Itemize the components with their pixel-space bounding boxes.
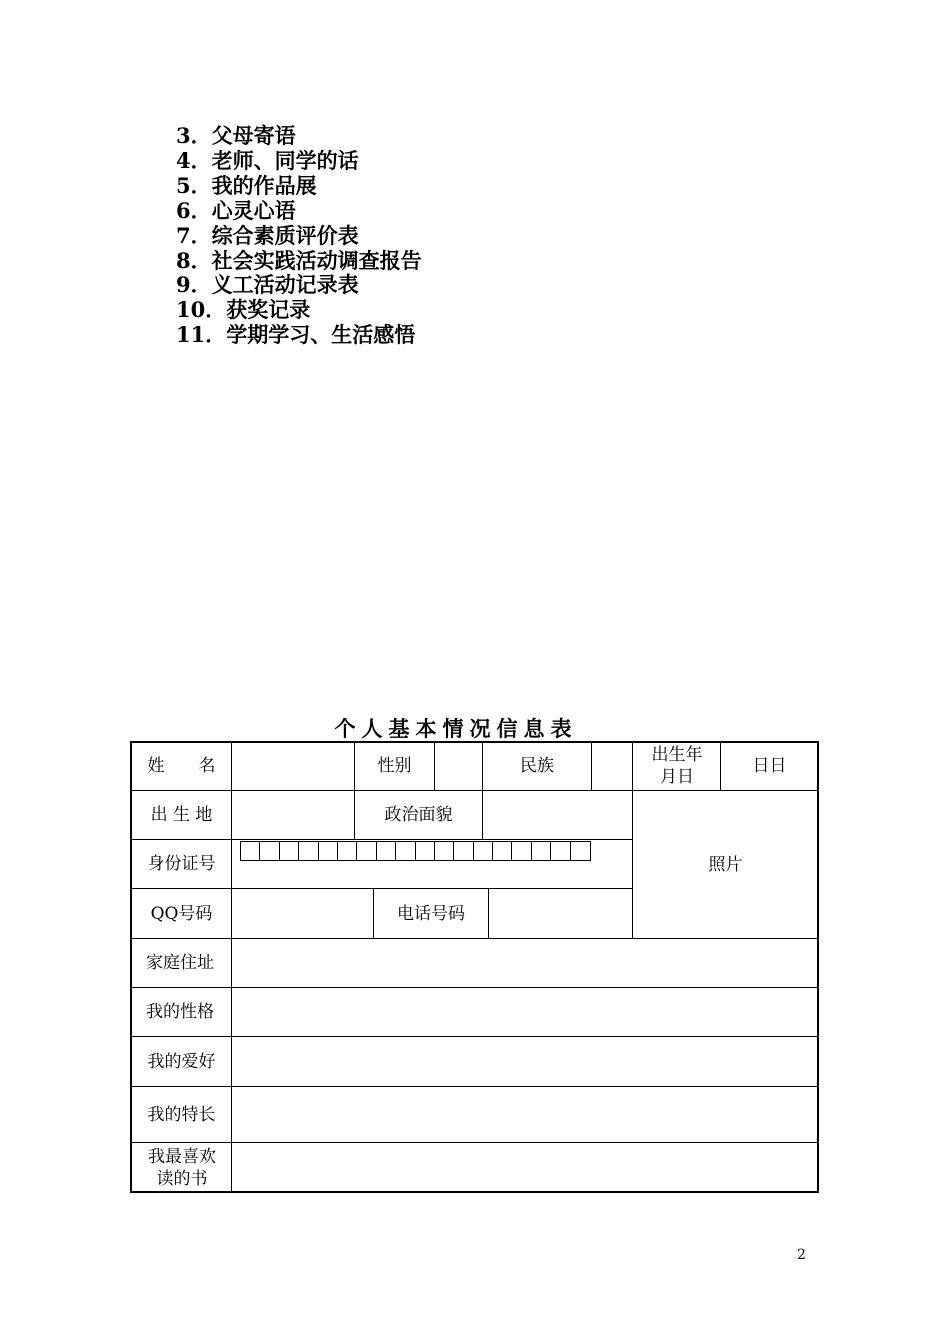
contents-item: 3．父母寄语 xyxy=(176,123,296,148)
contents-item: 9．义工活动记录表 xyxy=(176,272,359,298)
id-digit-box[interactable] xyxy=(551,842,570,860)
gender-field[interactable] xyxy=(435,742,482,790)
id-digit-box[interactable] xyxy=(512,842,531,860)
home-address-field[interactable] xyxy=(232,939,818,987)
birthplace-label: 出 生 地 xyxy=(150,805,213,825)
contents-item: 7．综合素质评价表 xyxy=(176,222,359,248)
id-digit-box[interactable] xyxy=(532,842,551,860)
id-number-label: 身份证号 xyxy=(147,854,216,874)
contents-list xyxy=(176,124,422,348)
specialty-label: 我的特长 xyxy=(147,1104,216,1125)
hobby-label: 我的爱好 xyxy=(147,1051,216,1072)
ethnicity-field[interactable] xyxy=(592,742,632,790)
ethnicity-label: 民族 xyxy=(520,756,554,776)
name-label: 姓 名 xyxy=(147,756,216,776)
contents-item: 5．我的作品展 xyxy=(176,172,317,198)
favorite-book-label: 我最喜欢读的书 xyxy=(148,1146,216,1189)
id-digit-box[interactable] xyxy=(241,842,260,860)
id-digit-box[interactable] xyxy=(435,842,454,860)
id-digit-box[interactable] xyxy=(493,842,512,860)
photo-area[interactable]: 照片 xyxy=(708,854,743,875)
id-digit-box[interactable] xyxy=(377,842,396,860)
phone-number-label: 电话号码 xyxy=(397,903,465,924)
id-digit-box[interactable] xyxy=(299,842,318,860)
id-digit-box[interactable] xyxy=(396,842,415,860)
phone-number-field[interactable] xyxy=(489,889,632,938)
birth-date-label: 出生年月日 xyxy=(651,745,703,787)
name-field[interactable] xyxy=(232,742,354,790)
contents-item: 4．老师、同学的话 xyxy=(176,147,359,173)
specialty-field[interactable] xyxy=(232,1087,818,1142)
form-title: 个人基本情况信息表 xyxy=(334,716,578,741)
id-digit-box[interactable] xyxy=(280,842,299,860)
birthplace-field[interactable] xyxy=(232,791,354,839)
home-address-label: 家庭住址 xyxy=(146,953,214,973)
personality-field[interactable] xyxy=(232,988,818,1036)
id-digit-box[interactable] xyxy=(338,842,357,860)
political-status-label: 政治面貌 xyxy=(384,805,453,825)
personality-label: 我的性格 xyxy=(146,1002,214,1022)
contents-item: 8．社会实践活动调查报告 xyxy=(176,247,422,273)
id-digit-box[interactable] xyxy=(260,842,279,860)
id-digit-box[interactable] xyxy=(319,842,338,860)
id-number-boxes[interactable] xyxy=(240,841,591,861)
id-digit-box[interactable] xyxy=(416,842,435,860)
contents-item: 11．学期学习、生活感悟 xyxy=(176,322,416,348)
page-number: 2 xyxy=(797,1247,806,1263)
id-digit-box[interactable] xyxy=(571,842,590,860)
qq-number-label: QQ号码 xyxy=(150,903,213,924)
qq-number-field[interactable] xyxy=(232,889,373,938)
contents-item: 6．心灵心语 xyxy=(176,197,296,223)
contents-item: 10．获奖记录 xyxy=(176,297,311,323)
favorite-book-field[interactable] xyxy=(232,1143,818,1192)
political-status-field[interactable] xyxy=(483,791,632,839)
hobby-field[interactable] xyxy=(232,1037,818,1086)
birth-date-field[interactable]: 日日 xyxy=(752,756,787,776)
id-digit-box[interactable] xyxy=(357,842,376,860)
id-digit-box[interactable] xyxy=(454,842,473,860)
gender-label: 性别 xyxy=(377,756,412,776)
id-digit-box[interactable] xyxy=(474,842,493,860)
